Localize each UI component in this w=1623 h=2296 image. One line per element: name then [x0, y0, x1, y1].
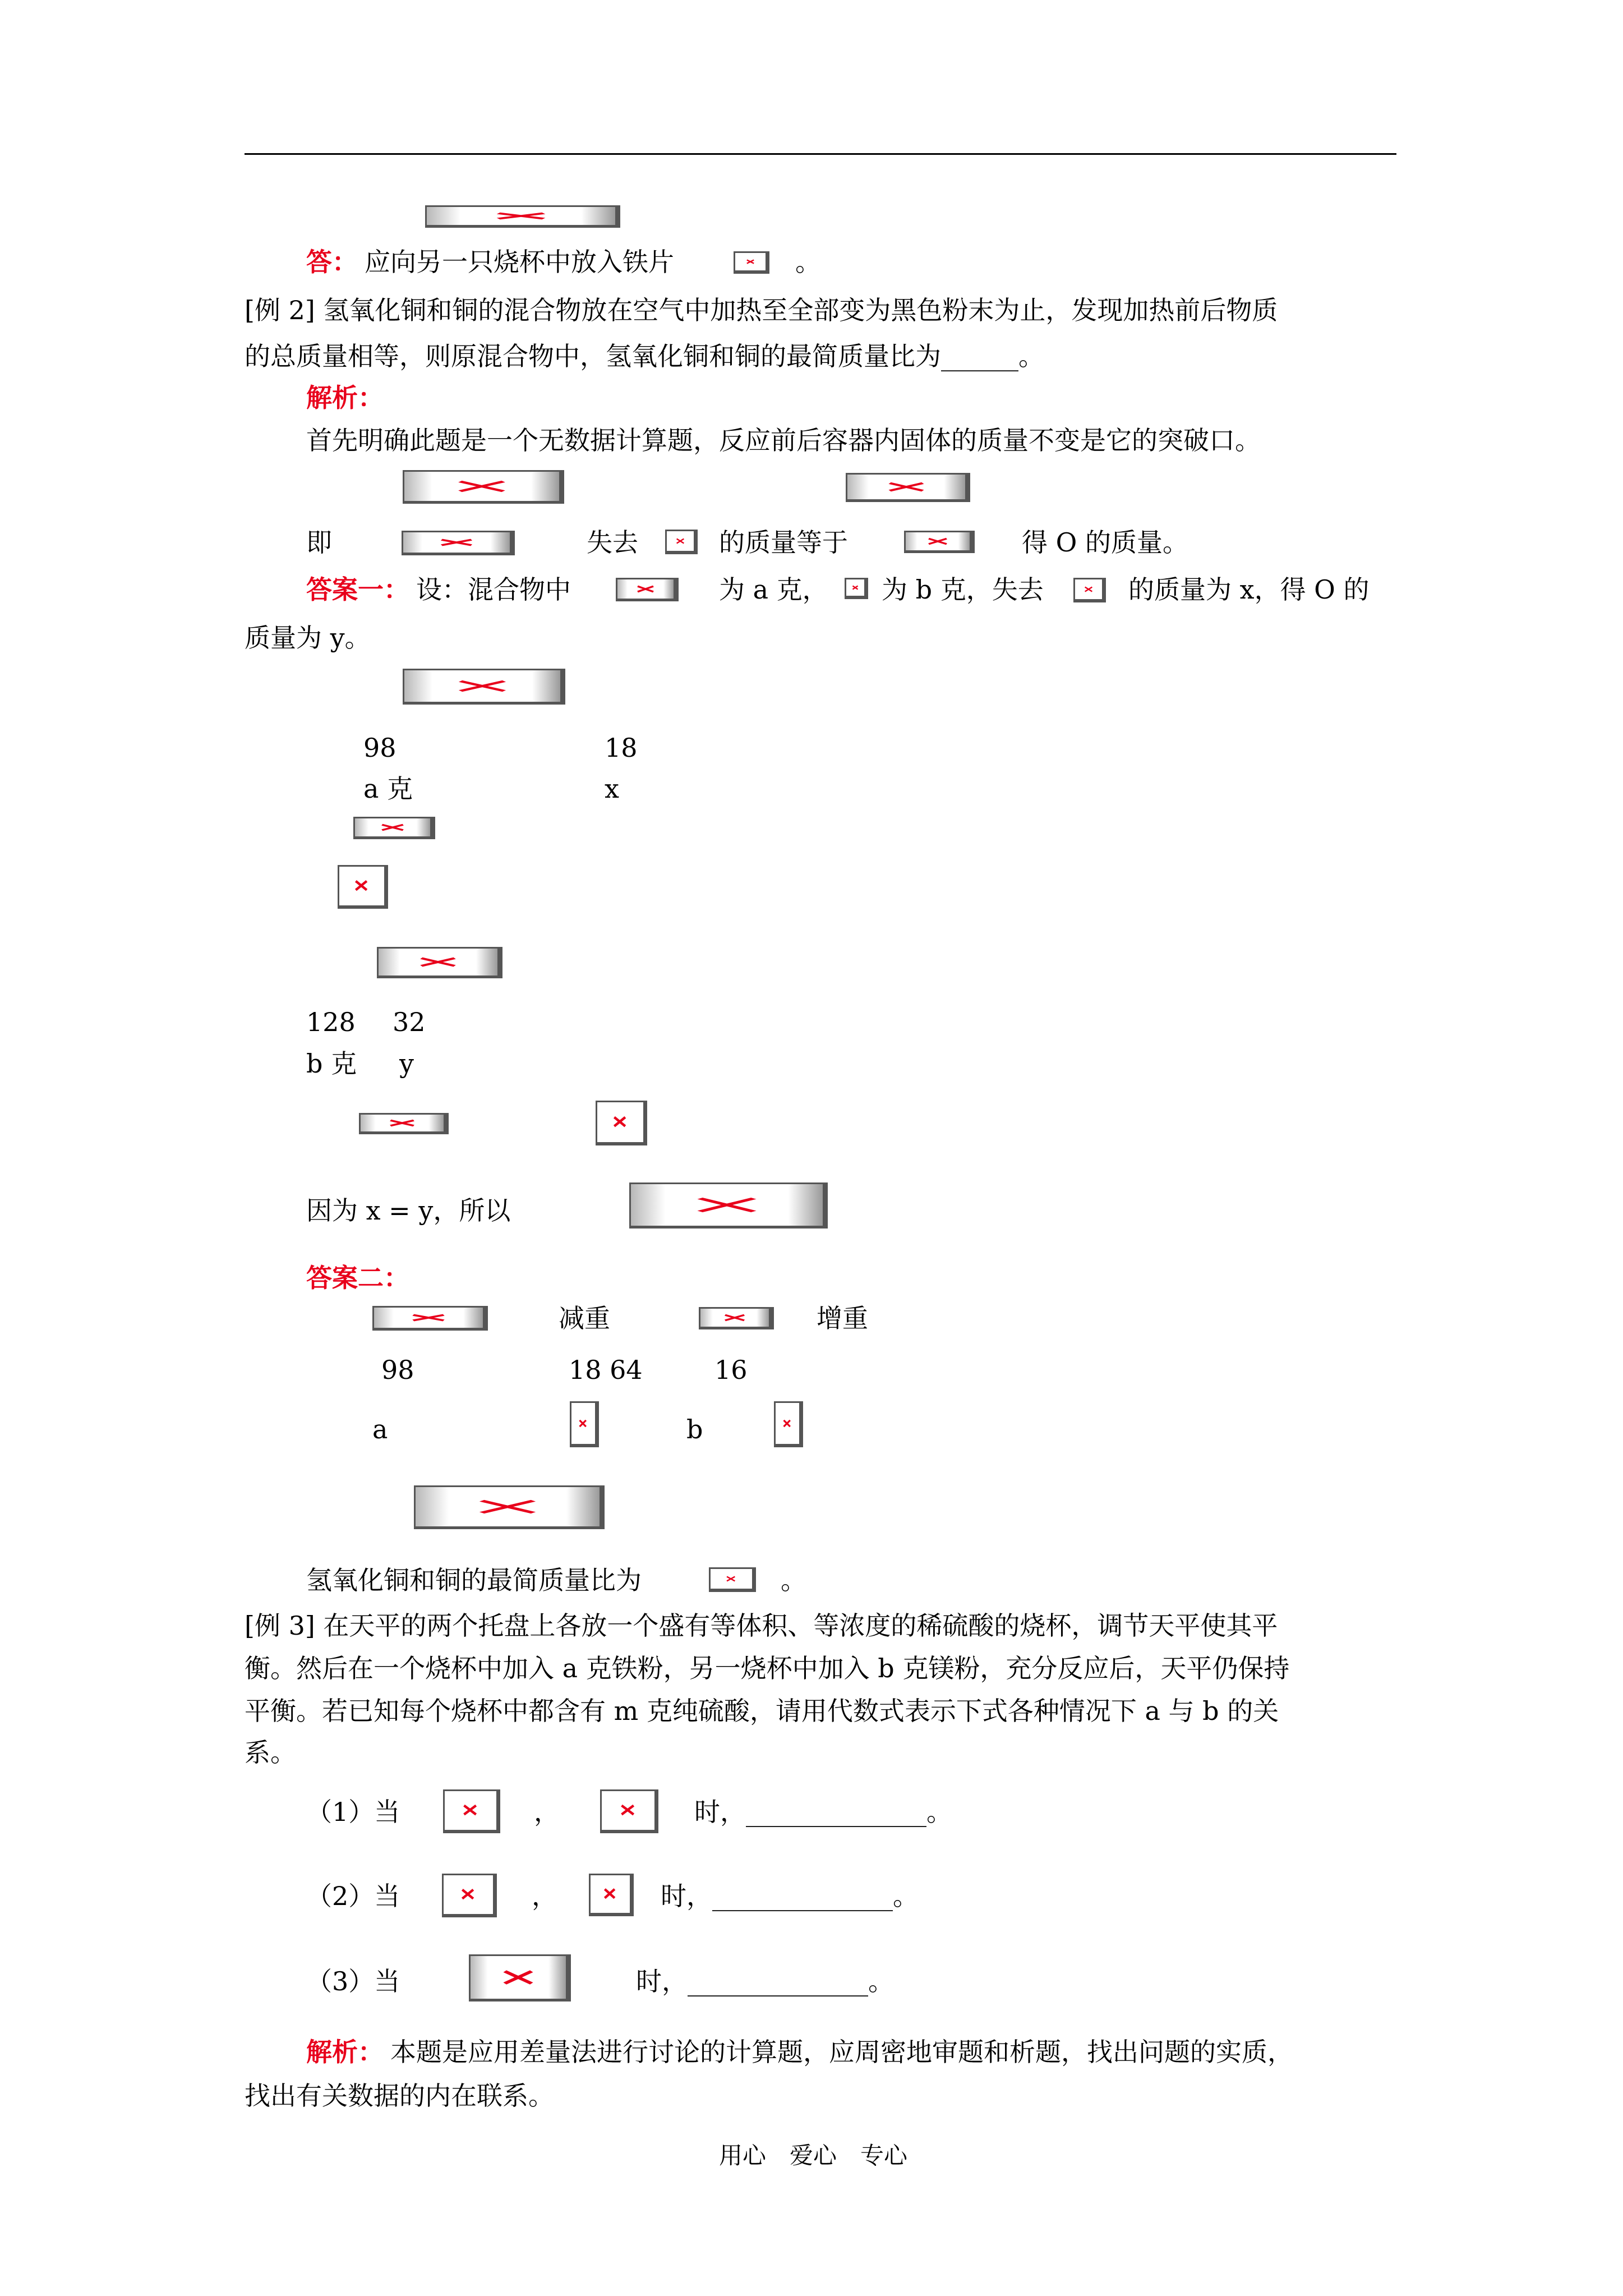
value-128: 128: [306, 1007, 356, 1037]
example-3-line-3: 平衡。若已知每个烧杯中都含有 m 克纯硫酸，请用代数式表示下式各种情况下 a 与 b 的关: [245, 1696, 1279, 1726]
ji-label: 即: [306, 527, 332, 558]
broken-image-icon: [596, 1101, 647, 1145]
broken-image-icon: [403, 669, 565, 705]
answer-label: 答：: [306, 247, 358, 277]
answer-one-label: 答案一：: [306, 574, 409, 605]
broken-image-icon: [425, 205, 620, 228]
value-18-64: 18 64: [569, 1355, 643, 1385]
analysis-label: 解析：: [306, 383, 384, 413]
broken-image-icon: [570, 1401, 599, 1447]
broken-image-icon: [665, 530, 698, 554]
broken-image-icon: [734, 251, 769, 274]
case-2-label: （2）当: [306, 1881, 400, 1911]
broken-image-icon: [443, 1789, 500, 1833]
answer-one-text-b: 为 a 克，: [719, 574, 828, 605]
shiqu-label: 失去: [587, 527, 638, 558]
answer-one-line-2: 质量为 y。: [245, 623, 371, 653]
value-98-b: 98: [381, 1355, 414, 1385]
case-3-blank: 时，______________。: [636, 1966, 894, 1996]
ratio-text: 氢氧化铜和铜的最简质量比为: [306, 1565, 642, 1595]
case-1-label: （1）当: [306, 1797, 400, 1827]
case-1-comma: ，: [534, 1797, 560, 1827]
broken-image-icon: [402, 531, 515, 555]
broken-image-icon: [699, 1307, 774, 1329]
broken-image-icon: [414, 1485, 605, 1529]
broken-image-icon: [469, 1954, 571, 2001]
answer-text: 应向另一只烧杯中放入铁片: [365, 247, 674, 277]
broken-image-icon: [403, 470, 564, 504]
case-3-label: （3）当: [306, 1966, 400, 1996]
broken-image-icon: [359, 1113, 449, 1134]
value-16: 16: [714, 1355, 748, 1385]
header-rule: [245, 153, 1396, 155]
value-32: 32: [393, 1007, 426, 1037]
broken-image-icon: [845, 578, 868, 599]
value-x: x: [605, 774, 619, 804]
analysis-2-line-2: 找出有关数据的内在联系。: [245, 2081, 554, 2111]
mass-decrease-label: 减重: [559, 1303, 610, 1333]
broken-image-icon: [589, 1874, 634, 1916]
broken-image-icon: [616, 578, 679, 601]
broken-image-icon: [377, 947, 502, 978]
value-98: 98: [363, 733, 396, 763]
value-b: b: [686, 1414, 703, 1444]
analysis-2-text: 本题是应用差量法进行讨论的计算题，应周密地审题和析题，找出问题的实质，: [390, 2037, 1293, 2067]
example-3-line-1: [例 3] 在天平的两个托盘上各放一个盛有等体积、等浓度的稀硫酸的烧杯，调节天平使其平: [245, 1611, 1278, 1641]
value-a: a: [372, 1414, 388, 1444]
case-2-blank: 时，______________。: [661, 1881, 919, 1911]
broken-image-icon: [709, 1567, 756, 1592]
because-text: 因为 x = y，所以: [306, 1195, 511, 1226]
broken-image-icon: [353, 817, 435, 839]
broken-image-icon: [442, 1874, 497, 1917]
broken-image-icon: [1073, 578, 1106, 602]
answer-end: 。: [795, 247, 821, 277]
ratio-end: 。: [781, 1565, 806, 1595]
value-a-gram: a 克: [363, 774, 413, 804]
mass-equals-label: 的质量等于: [719, 527, 848, 558]
broken-image-icon: [774, 1401, 803, 1447]
mass-increase-label: 增重: [817, 1303, 868, 1333]
broken-image-icon: [904, 531, 975, 553]
answer-one-text-c: 为 b 克，失去: [882, 574, 1044, 605]
case-1-blank: 时，______________。: [694, 1797, 952, 1827]
analysis-label-2: 解析：: [306, 2037, 384, 2067]
example-3-line-4: 系。: [245, 1737, 296, 1768]
page-footer: 用心 爱心 专心: [719, 2142, 908, 2169]
broken-image-icon: [372, 1306, 488, 1331]
value-18: 18: [605, 733, 638, 763]
answer-one-text-d: 的质量为 x，得 O 的: [1128, 574, 1370, 605]
broken-image-icon: [600, 1789, 658, 1833]
broken-image-icon: [629, 1182, 828, 1228]
analysis-first-line: 首先明确此题是一个无数据计算题，反应前后容器内固体的质量不变是它的突破口。: [306, 425, 1261, 455]
answer-one-text-a: 设：混合物中: [416, 574, 571, 605]
gain-o-label: 得 O 的质量。: [1022, 527, 1188, 558]
broken-image-icon: [338, 865, 388, 909]
example-2-line-2: 的总质量相等，则原混合物中，氢氧化铜和铜的最简质量比为______。: [245, 341, 1044, 371]
value-b-gram: b 克: [306, 1048, 357, 1079]
case-2-comma: ，: [532, 1881, 557, 1911]
example-3-line-2: 衡。然后在一个烧杯中加入 a 克铁粉，另一烧杯中加入 b 克镁粉，充分反应后，天平仍保持: [245, 1653, 1290, 1683]
answer-two-label: 答案二：: [306, 1263, 409, 1293]
broken-image-icon: [846, 473, 970, 502]
value-y: y: [399, 1048, 414, 1079]
example-2-line-1: [例 2] 氢氧化铜和铜的混合物放在空气中加热至全部变为黑色粉末为止，发现加热前后物质: [245, 295, 1278, 325]
